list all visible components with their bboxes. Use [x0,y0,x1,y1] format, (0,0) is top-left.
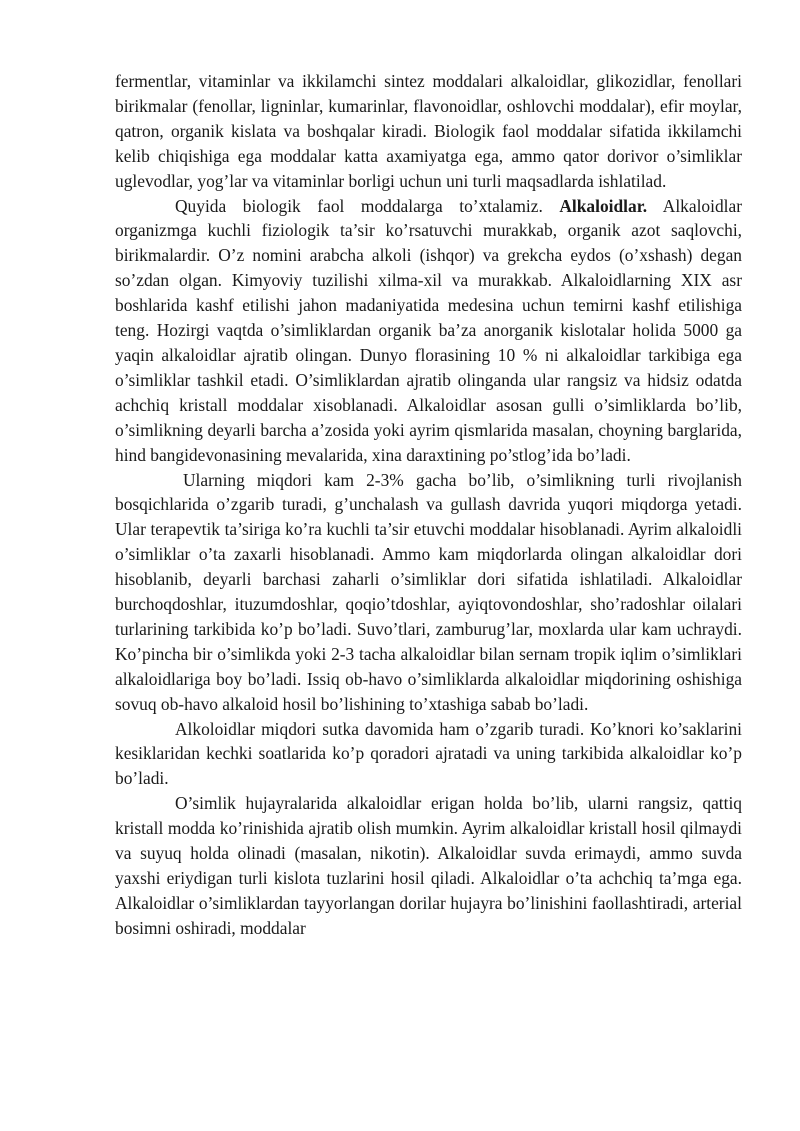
paragraph-daily-variation: Alkoloidlar miqdori sutka davomida ham o’zgarib turadi. Ko’knori ko’saklarini kesiklaridan kechki soatlarida ko’p qoradori ajratadi va uning tarkibida alkaloidlar ko’p bo’ladi. [115,718,742,789]
paragraph-alkaloids-definition [115,194,742,468]
paragraph-alkaloid-content: Ularning miqdori kam 2-3% gacha bo’lib, o’simlikning turli rivojlanish bosqichlarida o’zgarib turadi, g’unchalash va gullash davrida yuqori miqdorga yetadi. Ular terapevtik ta’siriga ko’ra kuchli ta’sir etuvchi moddalar hisoblanadi. Ayrim alkaloidli o’simliklar o’ta zaxarli hisoblanadi. Ammo kam miqdorlarda olingan alkaloidlar dori hisoblanib, deyarli barchasi zaharli o’simliklar dori sifatida ishlatiladi. Alkaloidlar burchoqdoshlar, ituzumdoshlar, qoqio’tdoshlar, ayiqtovondoshlar, sho’radoshlar oilalari turlarining tarkibida ko’p bo’ladi. Suvo’tlari, zamburug’lar, moxlarda ular kam uchraydi. Ko’pincha bir o’simlikda yoki 2-3 tacha alkaloidlar bilan sernam tropik iqlim o’simliklari alkaloidlariga boy bo’ladi. Issiq ob-havo o’simliklarda alkaloidlar miqdorining oshishiga sovuq ob-havo alkaloid hosil bo’lishining to’xtashiga sabab bo’ladi. [115,469,742,714]
paragraph-intro-continuation: fermentlar, vitaminlar va ikkilamchi sintez moddalari alkaloidlar, glikozidlar, fenollari birikmalar (fenollar, ligninlar, kumarinlar, flavonoidlar, oshlovchi moddalar), efir moylar, qatron, organik kislata va boshqalar kiradi. Biologik faol moddalar sifatida ikkilamchi kelib chiqishiga ega moddalar katta axamiyatga ega, ammo qator dorivor o’simliklar uglevodlar, yog’lar va vitaminlar borligi uchun uni turli maqsadlarda ishlatilad. [115,71,742,191]
document-page [115,69,742,941]
paragraph-lead-text: Quyida biologik faol moddalarga to’xtalamiz. [175,195,560,216]
paragraph-body-text: Alkaloidlar organizmga kuchli fiziologik ta’sir ko’rsatuvchi murakkab, organik azot saqlovchi, birikmalardir. O’z nomini arabcha alkoli (ishqor) va grekcha eydos (o’xshash) degan so’zdan olgan. Kimyoviy tuzilishi xilma-xil va murakkab. Alkaloidlarning XIX asr boshlarida kashf etilishi jahon madaniyatida medesina uchun temirni kashf etilishiga teng. Hozirgi vaqtda o’simliklardan organik ba’za anorganik kislotalar holida 5000 ga yaqin alkaloidlar ajratib olingan. Dunyo florasining 10 % ni alkaloidlar tarkibiga ega o’simliklar tashkil etadi. O’simliklardan ajratib olinganda ular rangsiz va hidsiz odatda achchiq kristall moddalar xisoblanadi. Alkaloidlar asosan gulli o’simliklarda bo’lib, o’simlikning deyarli barcha a’zosida yoki ayrim qismlarida masalan, choyning barglarida, hind bangidevonasining mevalarida, xina daraxtining po’stlog’ida bo’ladi. [115,195,742,465]
paragraph-cell-properties: O’simlik hujayralarida alkaloidlar erigan holda bo’lib, ularni rangsiz, qattiq kristall modda ko’rinishida ajratib olish mumkin. Ayrim alkaloidlar kristall hosil qilmaydi va suyuq holda olinadi (masalan, nikotin). Alkaloidlar suvda erimaydi, ammo suvda yaxshi eriydigan turli kislota tuzlarini hosil qiladi. Alkaloidlar o’ta achchiq ta’mga ega. Alkaloidlar o’simliklardan tayyorlangan dorilar hujayra bo’linishini faollashtiradi, arterial bosimni oshiradi, moddalar [115,793,742,938]
section-term-alkaloids: Alkaloidlar. [559,195,648,216]
